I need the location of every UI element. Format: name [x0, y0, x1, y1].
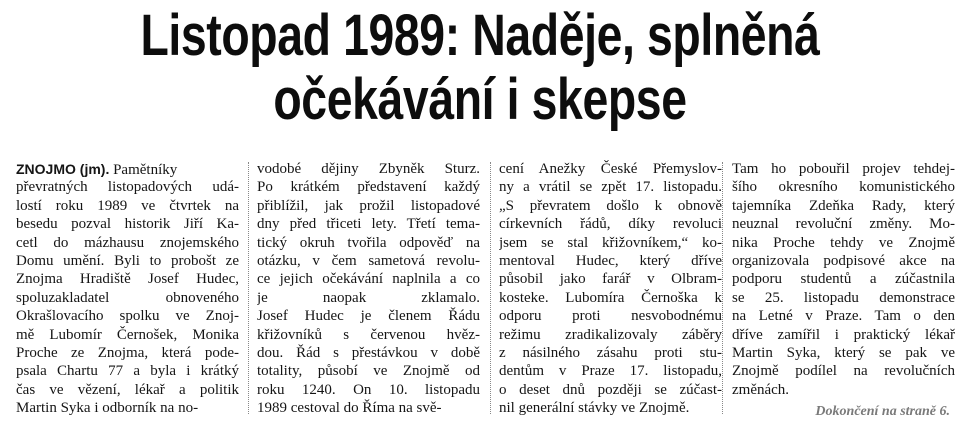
- text-line: kosteke. Lubomíra Černoška k: [499, 289, 722, 306]
- text-line: z násilného zásahu proti stu-: [499, 344, 722, 361]
- text-line: otázku, v čem sametová revolu-: [257, 252, 480, 269]
- text-line: křižovníků s červenou hvěz-: [257, 326, 480, 343]
- text-line: besedu pozval historik Jiří Ka-: [16, 216, 239, 233]
- text-line: Po krátkém představení každý: [257, 179, 480, 196]
- text-line: dříve zamířil i praktický lékař: [732, 326, 955, 343]
- text-line: Znojmě podílel na revolučních: [732, 363, 955, 380]
- text-line: vodobé dějiny Zbyněk Sturz.: [257, 161, 480, 177]
- text-line: Martin Syka i odborník na no-: [16, 400, 199, 417]
- text-line: převratných listopadových udá-: [16, 179, 239, 196]
- column-3: [499, 160, 722, 417]
- column-divider: [248, 162, 249, 414]
- text-line: Proche ze Znojma, která pode-: [16, 344, 239, 361]
- article-body: [16, 160, 960, 422]
- text-line: režimu zradikalizovaly záběry: [499, 326, 722, 343]
- text-fragment: Pamětníky: [109, 162, 178, 178]
- text-line: lostí roku 1989 ve čtvrtek na: [16, 197, 239, 214]
- text-line: Domu umění. Byli to probošt ze: [16, 252, 239, 269]
- text-line: neuznal revoluční změny. Mo-: [732, 216, 955, 233]
- text-line: cení Anežky České Přemyslov-: [499, 161, 722, 177]
- text-line: dou. Řád s přestávkou v době: [257, 344, 480, 361]
- text-line: přiblížil, jak prožil listopadové: [257, 197, 480, 214]
- column-4: [732, 160, 955, 399]
- text-line: Josef Hudec je členem Řádu: [257, 308, 480, 325]
- text-line: nika Proche tehdy ve Znojmě: [732, 234, 955, 251]
- continuation-note: Dokončení na straně 6.: [815, 404, 950, 419]
- headline-line-1: Listopad 1989: Naděje, splněná: [140, 3, 820, 68]
- text-line: ce jejich očekávání naplnila a co: [257, 271, 480, 288]
- text-line: čas ve vězení, lékař a politik: [16, 381, 239, 398]
- text-line: tický okruh tvořila odpověď na: [257, 234, 480, 251]
- text-line: roku 1240. On 10. listopadu: [257, 381, 480, 398]
- text-line: Okrašlovacího spolku ve Znoj-: [16, 308, 239, 325]
- text-line: na Letné v Praze. Tam o den: [732, 308, 955, 325]
- dateline: ZNOJMO (jm).: [16, 161, 110, 177]
- text-line: [16, 160, 239, 178]
- text-line: změnách.: [732, 381, 790, 398]
- column-divider: [490, 162, 491, 414]
- text-line: Tam ho pobouřil projev tehdej-: [732, 161, 955, 177]
- text-line: Martin Syka, který se pak ve: [732, 344, 955, 361]
- text-line: o deset dnů později se zúčast-: [499, 381, 722, 398]
- text-line: šího okresního komunistického: [732, 179, 955, 196]
- text-line: totality, působí ve Znojmě od: [257, 363, 480, 380]
- text-line: psala Chartu 77 a byla i krátký: [16, 363, 239, 380]
- text-line: dny před třiceti lety. Třetí tema-: [257, 216, 480, 233]
- text-line: jsem se stal křižovníkem,“ ko-: [499, 234, 722, 251]
- text-line: tajemníka Zdeňka Rady, který: [732, 197, 955, 214]
- text-line: podporu studentů a zúčastnila: [732, 271, 955, 288]
- headline: [96, 4, 864, 132]
- column-divider: [722, 162, 723, 414]
- text-line: církevních řádů, díky revoluci: [499, 216, 722, 233]
- text-line: „S převratem došlo k obnově: [499, 197, 722, 214]
- text-line: mentoval Hudec, který dříve: [499, 252, 722, 269]
- text-line: spoluzakladatel obnoveného: [16, 289, 239, 306]
- text-line: působil jako farář v Olbram-: [499, 271, 722, 288]
- text-line: odporu proti nesvobodnému: [499, 308, 722, 325]
- text-line: cetl do mázhausu znojemského: [16, 234, 239, 251]
- text-line: je naopak zklamalo.: [257, 289, 480, 306]
- headline-line-2: očekávání i skepse: [273, 67, 687, 132]
- text-line: mě Lubomír Černošek, Monika: [16, 326, 239, 343]
- text-line: se 25. listopadu demonstrace: [732, 289, 955, 306]
- text-line: nil generální stávky ve Znojmě.: [499, 400, 690, 417]
- column-1: [16, 160, 239, 417]
- text-line: Znojma Hradiště Josef Hudec,: [16, 271, 239, 288]
- text-line: organizovala podpisové akce na: [732, 252, 955, 269]
- column-2: [257, 160, 480, 417]
- text-line: ny a vrátil se zpět 17. listopadu.: [499, 179, 722, 196]
- text-line: 1989 cestoval do Říma na svě-: [257, 400, 442, 417]
- text-line: dentům v Praze 17. listopadu,: [499, 363, 722, 380]
